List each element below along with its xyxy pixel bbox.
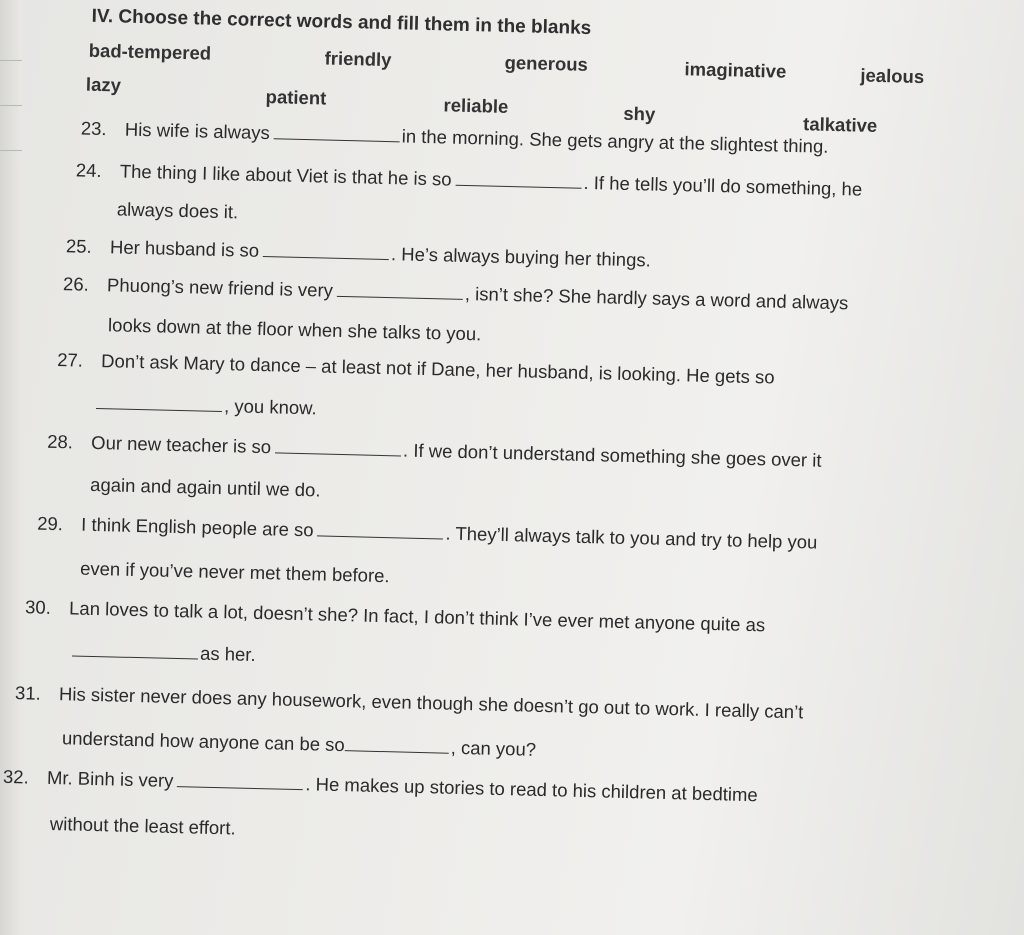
question-number: 30. bbox=[24, 596, 52, 618]
question-text: , isn’t she? She hardly says a word and always bbox=[464, 282, 849, 314]
question-number: 31. bbox=[14, 682, 42, 704]
question-text: . He makes up stories to read to his children at bedtime bbox=[305, 773, 758, 806]
question-number: 28. bbox=[46, 430, 74, 453]
question-text: . If we don’t understand something she goes over it bbox=[402, 439, 822, 471]
question-text: Mr. Binh is very bbox=[46, 766, 174, 791]
question-text: . They’ll always talk to you and try to help you bbox=[445, 522, 818, 553]
question-31 bbox=[15, 684, 804, 722]
word-bank-item: friendly bbox=[324, 47, 392, 71]
question-25 bbox=[66, 237, 651, 270]
question-continuation bbox=[96, 392, 317, 419]
question-27 bbox=[57, 351, 775, 387]
question-text: Our new teacher is so bbox=[90, 431, 272, 458]
word-bank-item: bad-tempered bbox=[88, 39, 212, 64]
answer-blank[interactable] bbox=[337, 282, 463, 300]
answer-blank[interactable] bbox=[274, 124, 400, 142]
question-number: 29. bbox=[36, 512, 64, 535]
question-text: , can you? bbox=[450, 736, 537, 760]
question-23 bbox=[80, 117, 829, 157]
question-continuation: without the least effort. bbox=[49, 812, 236, 839]
question-number: 27. bbox=[56, 349, 84, 371]
question-continuation bbox=[62, 727, 537, 761]
question-26 bbox=[63, 275, 849, 313]
question-text: . If he tells you’ll do something, he bbox=[583, 171, 863, 200]
answer-blank[interactable] bbox=[317, 521, 443, 539]
word-bank-item: patient bbox=[265, 86, 327, 109]
answer-blank[interactable] bbox=[455, 171, 581, 189]
question-24 bbox=[76, 161, 863, 199]
question-continuation: again and again until we do. bbox=[89, 473, 321, 501]
word-bank-item: lazy bbox=[85, 73, 122, 96]
question-text: I think English people are so bbox=[80, 513, 314, 541]
question-text: Her husband is so bbox=[109, 236, 260, 261]
question-text: in the morning. She gets angry at the slightest thing. bbox=[401, 125, 829, 157]
question-text: His sister never does any housework, even though she doesn’t go out to work. I really can’t bbox=[58, 683, 804, 723]
question-continuation: even if you’ve never met them before. bbox=[79, 557, 390, 587]
answer-blank[interactable] bbox=[96, 394, 222, 412]
question-number: 32. bbox=[2, 765, 29, 788]
margin-rule bbox=[0, 60, 22, 61]
answer-blank[interactable] bbox=[275, 438, 401, 456]
question-28 bbox=[46, 430, 822, 471]
question-text: His wife is always bbox=[124, 118, 271, 144]
question-number: 23. bbox=[80, 117, 107, 140]
word-bank-item: jealous bbox=[860, 64, 925, 88]
question-30 bbox=[25, 598, 765, 635]
question-32 bbox=[2, 765, 758, 806]
question-text: The thing I like about Viet is that he is so bbox=[119, 160, 452, 190]
question-text: Don’t ask Mary to dance – at least not if Dane, her husband, is looking. He gets so bbox=[100, 350, 775, 388]
page-edge-shadow bbox=[0, 0, 22, 935]
answer-blank[interactable] bbox=[177, 772, 303, 790]
question-number: 26. bbox=[62, 273, 90, 295]
question-continuation: always does it. bbox=[116, 198, 239, 223]
question-continuation: looks down at the floor when she talks to you. bbox=[107, 314, 482, 345]
worksheet-content bbox=[2, 0, 1000, 839]
question-text: Lan loves to talk a lot, doesn’t she? In fact, I don’t think I’ve ever met anyone quite as bbox=[68, 597, 766, 636]
word-bank-item: talkative bbox=[802, 113, 878, 136]
answer-blank[interactable] bbox=[263, 242, 389, 260]
question-text: . He’s always buying her things. bbox=[390, 243, 652, 271]
word-bank-item: shy bbox=[623, 102, 656, 125]
question-29 bbox=[36, 512, 818, 553]
word-bank-item: generous bbox=[504, 51, 589, 75]
question-text: , you know. bbox=[223, 395, 317, 419]
margin-rule bbox=[0, 150, 22, 151]
margin-rule bbox=[0, 105, 22, 106]
question-text: as her. bbox=[199, 642, 256, 665]
question-text: understand how anyone can be so bbox=[61, 727, 346, 756]
question-continuation bbox=[72, 639, 256, 665]
question-number: 25. bbox=[65, 235, 92, 257]
question-text: Phuong’s new friend is very bbox=[106, 274, 334, 301]
word-bank-item: reliable bbox=[443, 94, 509, 117]
answer-blank[interactable] bbox=[72, 641, 198, 659]
question-number: 24. bbox=[75, 159, 102, 182]
exercise-heading: IV. Choose the correct words and fill them in the blanks bbox=[91, 5, 592, 39]
answer-blank[interactable] bbox=[345, 736, 449, 754]
word-bank-item: imaginative bbox=[684, 58, 787, 82]
